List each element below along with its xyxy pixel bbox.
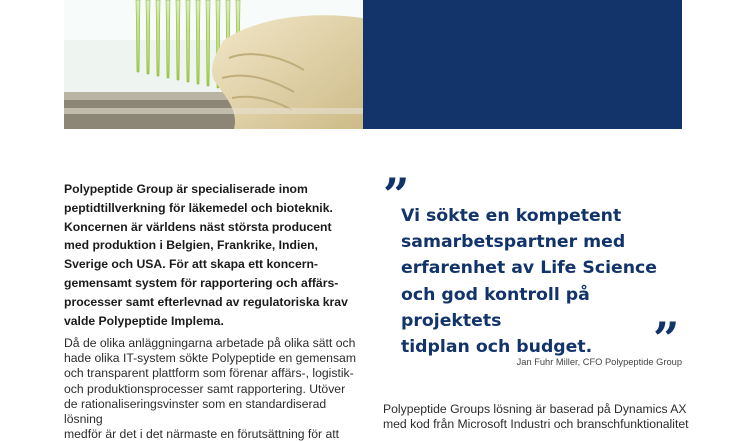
body-line: de rationaliseringsvinster som en standardiserad lösning xyxy=(64,396,327,427)
intro-line: Sverige och USA. För att skapa ett koncern- xyxy=(64,257,318,272)
intro-line: valde Polypeptide Implema. xyxy=(64,313,224,328)
solution-line: Polypeptide Groups lösning är baserad på Dynamics AX xyxy=(383,402,687,416)
body-paragraph xyxy=(64,336,366,442)
body-line: Då de olika anläggningarna arbetade på olika sätt och xyxy=(64,336,356,350)
quote-open-icon: ” xyxy=(383,168,410,222)
quote-line: tidplan och budget. xyxy=(401,337,593,358)
header-photo xyxy=(64,0,363,129)
intro-line: med produktion i Belgien, Frankrike, Indien, xyxy=(64,238,318,253)
body-line: hade olika IT-system sökte Polypeptide en gemensam xyxy=(64,351,356,366)
quote-line: Vi sökte en kompetent xyxy=(401,206,622,226)
lab-pipette-illustration xyxy=(64,0,363,129)
quote-line: samarbetspartner med xyxy=(401,232,626,253)
body-line: och transparent plattform som förenar affärs-, logistik- xyxy=(64,366,354,381)
intro-paragraph xyxy=(64,180,364,330)
intro-line: gemensamt system för rapportering och affärs- xyxy=(64,275,339,290)
intro-line: peptidtillverkning för läkemedel och bioteknik. xyxy=(64,200,333,215)
intro-line: processer samt efterlevnad av regulatoriska krav xyxy=(64,294,348,309)
solution-paragraph xyxy=(383,402,693,432)
body-line: och produktionsprocesser samt rapportering. Utöver xyxy=(64,381,346,396)
solution-line: med kod från Microsoft Industri och branschfunktionalitet xyxy=(383,417,689,432)
quote-attribution: Jan Fuhr Miller, CFO Polypeptide Group xyxy=(516,357,682,367)
quote-close-icon: ” xyxy=(653,312,680,366)
intro-line: Koncernen är världens näst största producent xyxy=(64,219,332,234)
intro-line: Polypeptide Group är specialiserade inom xyxy=(64,182,308,196)
quote-line: och god kontroll på projektets xyxy=(401,284,590,331)
quote-line: erfarenhet av Life Science xyxy=(401,258,658,279)
brand-color-panel xyxy=(363,0,682,129)
body-line: medför är det i det närmaste en förutsättning för att xyxy=(64,427,340,442)
